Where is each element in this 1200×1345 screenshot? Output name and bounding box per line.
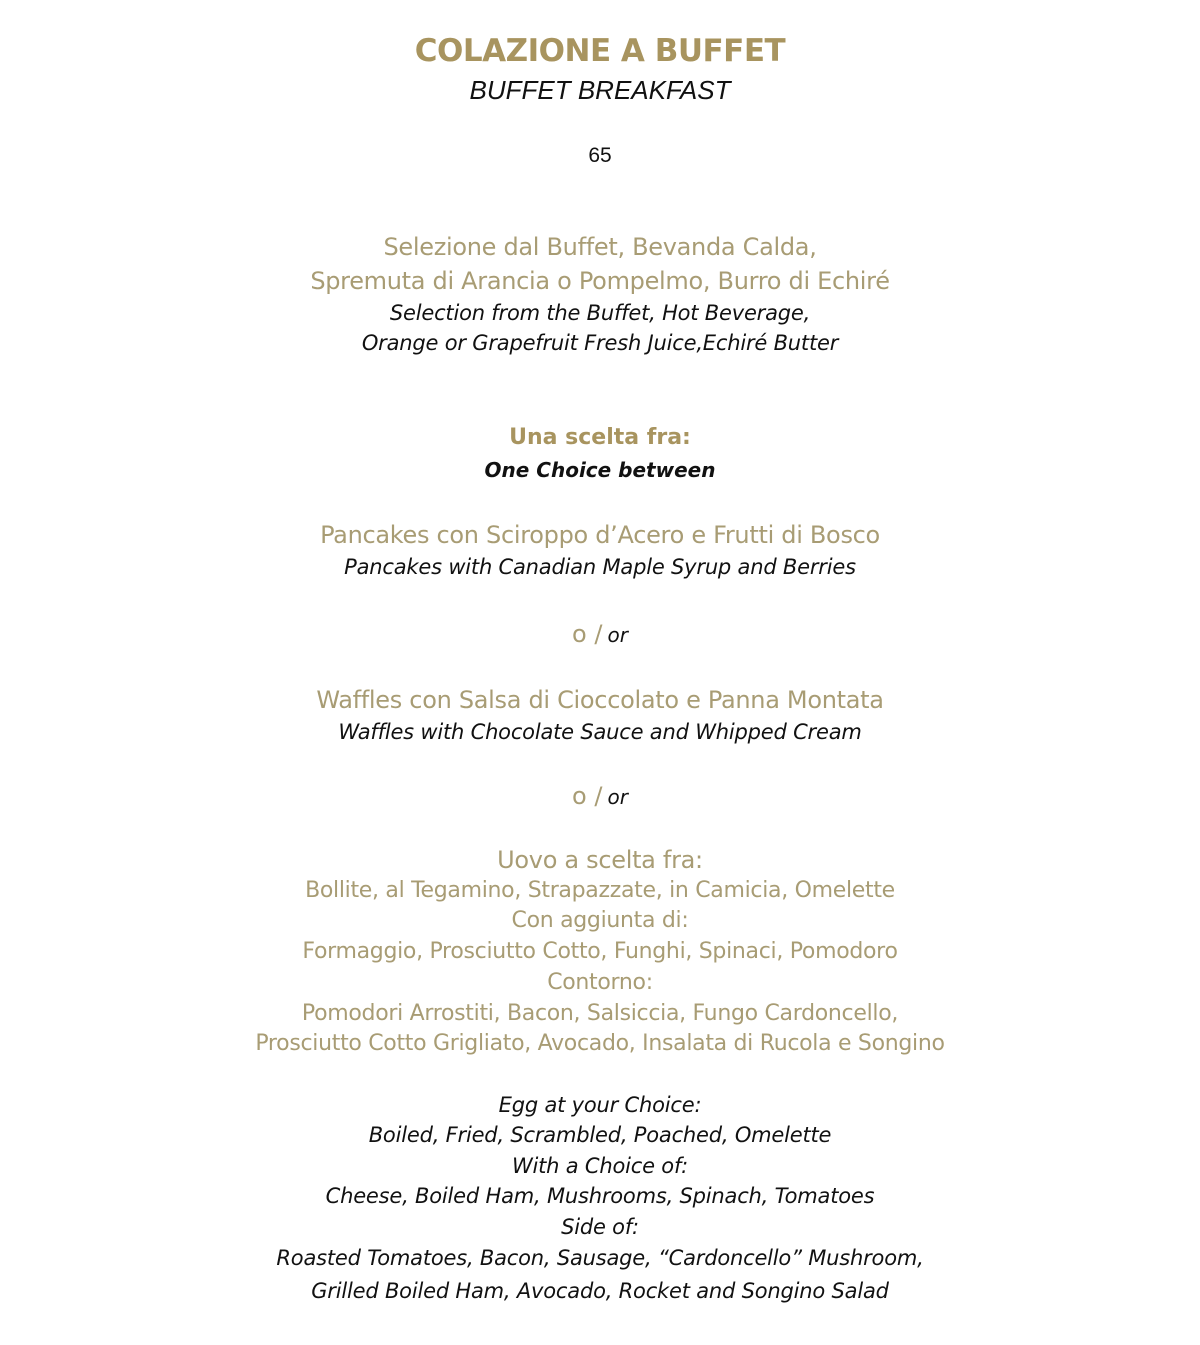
eggs-en-6: Roasted Tomatoes, Bacon, Sausage, “Cardoncello” Mushroom, — [276, 1246, 924, 1270]
option-1-it: Pancakes con Sciroppo d’Acero e Frutti di Bosco — [320, 521, 880, 549]
or-separator-2 — [0, 784, 1200, 808]
eggs-en-5: Side of: — [561, 1215, 639, 1239]
menu-subtitle: BUFFET BREAKFAST — [469, 75, 731, 105]
included-en-2: Orange or Grapefruit Fresh Juice,Echiré Butter — [361, 331, 839, 355]
eggs-it-3: Con aggiunta di: — [511, 908, 689, 933]
eggs-en-3: With a Choice of: — [511, 1154, 689, 1178]
eggs-it-6: Pomodori Arrostiti, Bacon, Salsiccia, Fungo Cardoncello, — [301, 1001, 899, 1026]
eggs-en-2: Boiled, Fried, Scrambled, Poached, Omelette — [368, 1123, 832, 1147]
included-it-1: Selezione dal Buffet, Bevanda Calda, — [383, 233, 817, 261]
price: 65 — [588, 144, 612, 167]
eggs-en-4: Cheese, Boiled Ham, Mushrooms, Spinach, Tomatoes — [325, 1184, 875, 1208]
eggs-it-1: Uovo a scelta fra: — [497, 846, 703, 874]
option-1-en: Pancakes with Canadian Maple Syrup and Berries — [344, 555, 856, 579]
option-2-it: Waffles con Salsa di Cioccolato e Panna Montata — [316, 686, 884, 714]
or-it: o / — [572, 620, 603, 648]
choice-it: Una scelta fra: — [509, 425, 691, 450]
eggs-en-7: Grilled Boiled Ham, Avocado, Rocket and Songino Salad — [311, 1279, 889, 1303]
eggs-it-5: Contorno: — [547, 970, 653, 995]
included-en-1: Selection from the Buffet, Hot Beverage, — [389, 301, 811, 325]
menu-title: COLAZIONE A BUFFET — [414, 33, 786, 69]
or-en: or — [607, 623, 628, 647]
eggs-it-4: Formaggio, Prosciutto Cotto, Funghi, Spinaci, Pomodoro — [302, 939, 898, 964]
eggs-it-2: Bollite, al Tegamino, Strapazzate, in Camicia, Omelette — [305, 878, 895, 903]
or-it: o / — [572, 782, 603, 810]
included-it-2: Spremuta di Arancia o Pompelmo, Burro di Echiré — [310, 267, 890, 295]
or-en: or — [607, 785, 628, 809]
option-2-en: Waffles with Chocolate Sauce and Whipped Cream — [338, 720, 862, 744]
or-separator-1 — [0, 622, 1200, 646]
eggs-it-7: Prosciutto Cotto Grigliato, Avocado, Insalata di Rucola e Songino — [255, 1031, 945, 1056]
choice-en: One Choice between — [484, 458, 716, 482]
eggs-en-1: Egg at your Choice: — [498, 1093, 702, 1117]
